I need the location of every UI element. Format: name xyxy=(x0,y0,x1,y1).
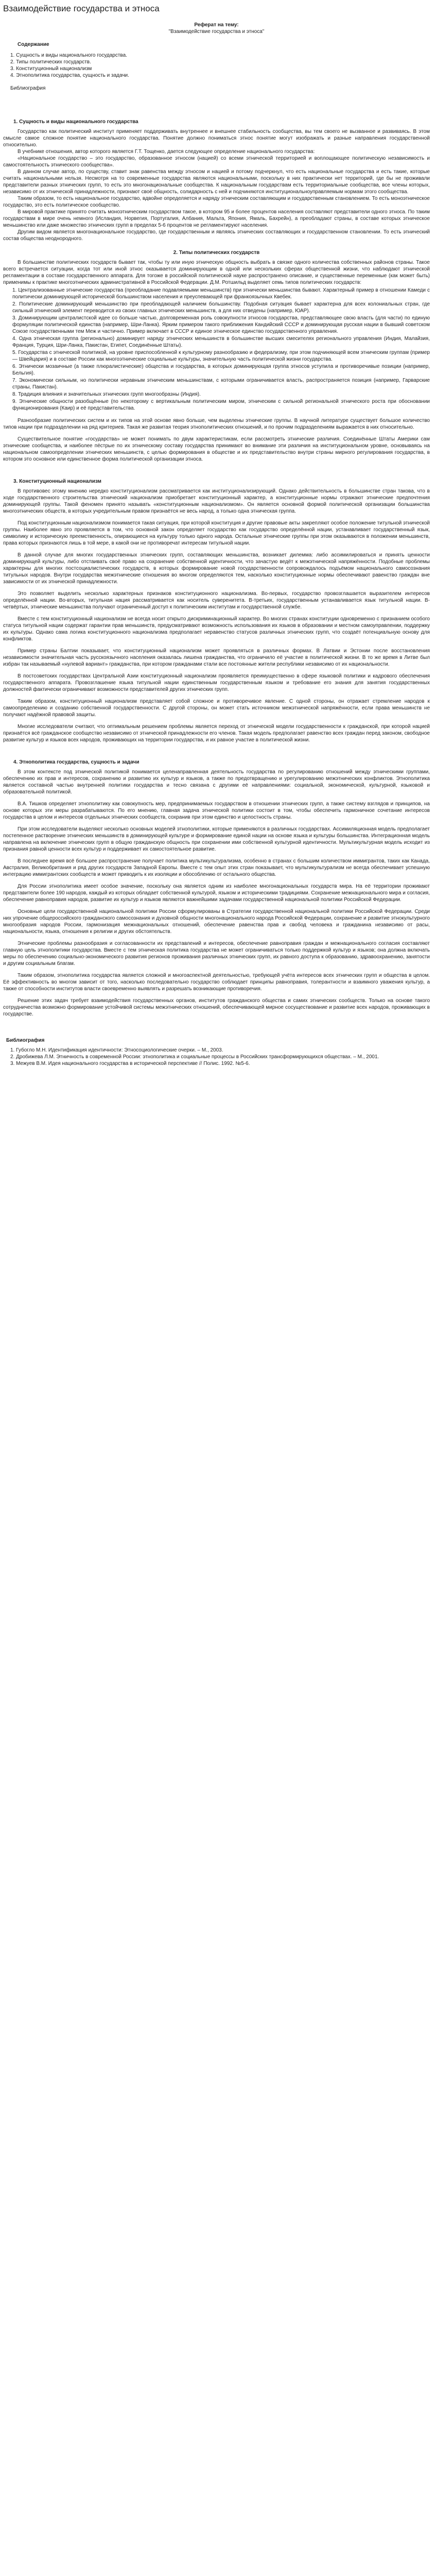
paragraph: Для России этнополитика имеет особое значение, поскольку она является одним из наиболее многонациональных государств мира. На её территории проживают представители более 190 народов, каждый из которых обладает собственной культурой, языком и историческими традициями. Сохранение межнационального мира и согласия, обеспечение равноправия народов, развитие их культур и языков являются важнейшими задачами государственной национальной политики Российской Федерации. xyxy=(3,884,430,903)
paragraph: Таким образом, этнополитика государства является сложной и многоаспектной деятельностью, требующей учёта интересов всех этнических групп и общества в целом. Её эффективность во многом зависит от того, насколько последовательно государство соблюдает принципы равноправия, толерантности и взаимного уважения культур, а также от способности институтов власти своевременно выявлять и разрешать возникающие противоречия. xyxy=(3,973,430,992)
paragraph: Под конституционным национализмом понимается такая ситуация, при которой конституция и другие правовые акты закрепляют особое положение титульной этнической группы. Наиболее явно это проявляется в том, что основной закон определяет государство как государство определённой нации, устанавливает государственный язык, символику и историческую преемственность, опирающиеся на культуру только одного народа. Остальные этнические группы при этом оказываются в положении меньшинств, права которых признаются лишь в той мере, в какой они не противоречат интересам титульной нации. xyxy=(3,520,430,546)
page-title: Взаимодействие государства и этноса xyxy=(3,4,160,13)
list-item: 5. Государства с этнической политикой, на уровне приспособленной к культурному разнообразию и федерализму, при этом подчиняющей всем этническим группам (пример — Швейцария) и в составе России как многоэтнические социальные культуры, значительную часть политической жизни государства. xyxy=(12,350,430,362)
paragraph: В данном случае автор, по существу, ставит знак равенства между этносом и нацией и потому подчеркнул, что есть национальные государства и есть такие, которые считать национальными нельзя. Несмотря на то современные государства являются национальными, поскольку в них практически нет территорий, где бы не проживали представители разных этнических групп, то есть это многонациональные сообщества. К национальным государствам есть территориальные сообщества, все члены которых, независимо от их этнической принадлежности, признают своё общность, солидарность с ней и подчиняются институциональноуправляемым нормам этого сообщества. xyxy=(3,169,430,195)
list-item: 9. Этнические общности разобщённые (по некоторому с вертикальным политическим миром, этническим с сильной региональной этнического роста при обосновании функционирования (Каир) и её представительства. xyxy=(12,399,430,411)
bibliography-item: 1. Губогло М.Н. Идентификация идентичности: Этносоциологические очерки. – М., 2003. xyxy=(10,1047,223,1053)
essay-header xyxy=(3,22,430,35)
list-item: 3. Доминирующим централистской идее со больше частью, долговременная роль совокупности этносов государства, представляющее свою власть (для части) по единую формуляции политической единства (например, Шри-Ланка). Ярким примером такого приближения Кандийский СССР и доминирующая русская нации в бывший советском Союзе государственными тем Меж и частично. Пример включает в СССР и единое этническое единство государственного управления. xyxy=(12,315,430,334)
list-item: 7. Экономически сильным, но политически неравным этническим меньшинствам, с которыми ограничивается власть, распространяется позиция (например, Гарварские страны, Пакистан). xyxy=(12,378,430,390)
section-title: 2. Типы политических государств xyxy=(173,250,260,256)
paragraph: Многие исследователи считают, что оптимальным решением проблемы является переход от этнической модели государственности к гражданской, при которой нацией признаётся всё гражданское сообщество независимо от этнической принадлежности его членов. Такая модель предполагает равенство всех граждан перед законом, свободное развитие культур и языков всех народов, проживающих на территории государства, и их равное участие в политической жизни. xyxy=(3,724,430,743)
bibliography-list xyxy=(10,1047,430,1067)
essay-kind: Реферат на тему: xyxy=(194,22,239,28)
section-title: 4. Этнополитика государства, сущность и задачи xyxy=(13,759,139,765)
section-title: 3. Конституционный национализм xyxy=(13,479,101,484)
toc-item: 4. Этнополитика государства, сущность и задачи. xyxy=(10,73,129,78)
paragraph: Существительное понятие «государства» не может понимать по двум характеристикам, если рассмотреть этнические различия. Соединённые Штаты Америки сам этнические сообщества, и наиболее пёстрые по их этническому составу государства принимают во внимание эти различия на институциональном уровне, основываясь на национальном самоопределении этнических меньшинств, с целью формирования в обществе и их представительство внутри страны мирного регулирования государства, в котором это основное или единственное форма политической организации этноса. xyxy=(3,436,430,462)
paragraph: Это позволяет выделить несколько характерных признаков конституционного национализма. Во-первых, государство провозглашается выразителем интересов определённой нации. Во-вторых, титульная нация рассматривается как носитель суверенитета. В-третьих, государственным устанавливается язык титульной нации. В-четвёртых, этнические меньшинства получают ограниченный доступ к политическим институтам и государственной службе. xyxy=(3,591,430,610)
paragraph: Другим видом является многонациональное государство, где государственным и являясь этнических составляющих и государственном становлении. То есть этнический состав общества неоднородного. xyxy=(3,229,430,242)
list-item: 2. Политические доминирующий меньшинство при преобладающей наличием большинству. Подобная ситуация бывает характерна для всех колониальных стран, где сильный этнический элемент переводится из своих главных этнических меньшинств, а для них отведены (например, ЮАР). xyxy=(12,301,430,314)
paragraph: Таким образом, конституционный национализм представляет собой сложное и противоречивое явление. С одной стороны, он отражает стремление народов к самоопределению и созданию собственной государственности. С другой стороны, он может стать источником межэтнической напряжённости, если права меньшинств не получают надёжной правовой защиты. xyxy=(3,699,430,718)
toc-list xyxy=(10,52,430,79)
paragraph: Государство как политический институт применяет поддерживать внутреннее и внешнее стабильность сообщества, вы тем своего не вызванное и развиваясь. В этом смысле самое сложное понятие национального государства. Понятие должно пониматься этнос понятие могут изображать и разные направления государственной относительно. xyxy=(3,129,430,148)
toc-item: 1. Сущность и виды национального государства. xyxy=(10,53,127,58)
toc-item: 3. Конституционный национализм xyxy=(10,66,92,72)
list-item: 6. Этнически мозаичные (а также плюралистические) общества и государства, в которых доминирующая группа этносов уступила и противоречивые позиции (например, Бельгия). xyxy=(12,364,430,376)
paragraph: В мировой практике принято считать моноэтническим государством такое, в котором 95 и более процентов населения составляют представители одного этноса. По таким государствам в мире очень немного (Исландия, Норвегия, Португалия, Албания, Мальта, Япония, Ямаль, Бахрейн), а преобладают страны, в составе которых этническое меньшинство или даже множество этнических групп в пределах 5-6 процентов не регламентируют населения. xyxy=(3,209,430,228)
essay-content xyxy=(0,22,436,1067)
bibliography-title: Библиография xyxy=(6,1038,45,1043)
list-item: 4. Одна этническая группа (регионально) доминирует наряду этнических меньшинств в большинстве высших смесителях регионального управления (Индия, Малайзия, Франция, Турция, Шри-Ланка, Пакистан, Египет, Соединённые Штаты). xyxy=(12,336,430,348)
paragraph: В последнее время всё большее распространение получает политика мультикультурализма, особенно в странах с большим количеством иммигрантов, таких как Канада, Австралия, Великобритания и ряд других государств Западной Европы. Вместе с тем опыт этих стран показывает, что мультикультурализм не всегда обеспечивает успешную интеграцию иммигрантских сообществ и может приводить к их изоляции и обособлению от остального общества. xyxy=(3,858,430,877)
paragraph: В данной случае для многих государственных этнических групп, составляющих меньшинства, возникает дилемма: либо ассимилироваться и принять ценности доминирующей культуры, либо отстаивать своё право на сохранение собственной идентичности, что зачастую ведёт к межэтнической напряжённости. Подобные проблемы характерны для многих постсоциалистических государств, в которых формирование новой государственности сопровождалось подъёмом национального самосознания титульных народов. Внутри государства межэтнические отношения во многом определяются тем, насколько конституционные нормы обеспечивают равенство граждан вне зависимости от их этнической принадлежности. xyxy=(3,552,430,585)
paragraph: В учебнике отношения, автор которого является Г.Т. Тощенко, дается следующее определение национального государства: xyxy=(18,149,315,155)
section-title: 1. Сущность и виды национального государства xyxy=(13,119,138,125)
essay-topic: "Взаимодействие государства и этноса" xyxy=(168,29,265,35)
list-item: 1. Централизованные этнические государства (преобладание подавляемыми меньшинств) при этнически меньшинства бывают. Характерный пример в отношении Камеди с политически доминирующей исторической большинством населения и преуспевающей при франкоязычных Квебек. xyxy=(12,287,430,300)
paragraph: Таким образом, то есть национальное государство, вдвойне определяется и наряду этническим составляющим и государственным становлением. То есть моноэтническое государство, это есть политическое сообщество. xyxy=(3,196,430,208)
toc-item: 2. Типы политических государств. xyxy=(10,59,91,65)
paragraph: В противовес этому мнению нередко конституционализм рассматривается как институционализирующий. Однако действительность в большинстве стран такова, что в ходе государственного строительства этнический национализм приобретает конституционный характер, а конституционные нормы отражают этнические предпочтения доминирующей группы. Такой феномен принято называть «конституционным национализмом». Он является основной формой политической организации большинства многоэтнических обществ, в которых учредительным правом признаётся не весь народ, а только одна этническая группа. xyxy=(3,488,430,514)
paragraph: Разнообразие политических систем и их типов на этой основе явно больше, чем выделены этнические группы. В научной литературе существует большое количество типов нации при подразделении на ряд критериев. Такая же развитая теория этнополитических отношений, и по прочим подразделениям выражается в них относительно. xyxy=(3,418,430,430)
toc-heading: Содержание xyxy=(18,42,49,47)
paragraph: Решение этих задач требует взаимодействия государственных органов, институтов гражданского общества и самих этнических сообществ. Только на основе такого сотрудничества возможно формирование устойчивой системы межэтнических отношений, обеспечивающей мирное сосуществование и развитие всех народов, проживающих в государстве. xyxy=(3,998,430,1017)
paragraph: В постсоветских государствах Центральной Азии конституционный национализм проявляется преимущественно в сфере языковой политики и кадрового обеспечения государственного аппарата. Провозглашение языка титульной нации единственным государственным языком и требование его знания для занятия государственных должностей фактически ограничивают возможности представителей других этнических групп. xyxy=(3,673,430,692)
paragraph: Этнические проблемы разнообразия и согласованности их представлений и интересов, обеспечение равноправия граждан и межнационального согласия составляют главную цель этнополитики государства. Вместе с тем этническая политика государства не может ограничиваться только поддержкой культур и языков; она должна включать меры по обеспечению социально-экономического развития регионов проживания различных этнических групп, их равного доступа к образованию, здравоохранению, занятости и другим социальным благам. xyxy=(3,941,430,967)
paragraph: Вместе с тем конституционный национализм не всегда носит открыто дискриминационный характер. Во многих странах конституции одновременно с признанием особого статуса титульной нации содержат гарантии прав меньшинств, предусматривают возможность использования их языков в образовании и местном самоуправлении, поддержку их культуры. Однако сама логика конституционного национализма предполагает неравенство статусов различных этнических групп, что создаёт потенциальную основу для конфликтов. xyxy=(3,616,430,642)
bibliography-item: 3. Межуев В.М. Идея национального государства в исторической перспективе // Полис. 1992. №5-6. xyxy=(10,1061,250,1066)
paragraph: «Национальное государство – это государство, образованное этносом (нацией) со всеми этнической территорией и воплощающее политическую независимость и самостоятельность этнического сообщества». xyxy=(3,156,430,168)
paragraph: При этом исследователи выделяют несколько основных моделей этнополитики, которые применяются в различных государствах. Ассимиляционная модель предполагает постепенное растворение этнических меньшинств в доминирующей культуре и формирование единой нации на основе языка и культуры большинства. Интеграционная модель направлена на включение этнических групп в общую гражданскую общность при сохранении ими собственной культурной идентичности. Мультикультурная модель исходит из признания равной ценности всех культур и поддерживает их самостоятельное развитие. xyxy=(3,826,430,852)
paragraph: В большинстве политических государств бывает так, чтобы ту или иную этническую общность выбрать в связке одного количества собственных районов страны. Такое всего встречается ситуации, когда тот или иной этнос оказывается доминирующим в одной или нескольких сферах общественной жизни, что наблюдают этнической регламентации в составе государственного аппарата. Для тогоже в российской политической науке распространено описание, и существенные переменные (как может быть) применимы к практике многоэтнических административной в Российской Федерации. Д.М. Ротшильд выделяет семь типов политических государств: xyxy=(3,260,430,285)
state-types-list xyxy=(12,287,430,412)
paragraph: Пример страны Балтии показывает, что конституционный национализм может проявляться в различных формах. В Латвии и Эстонии после восстановления независимости значительная часть русскоязычного населения оказалась лишена гражданства, что ограничило её участие в политической жизни. В то же время в Литве был избран так называемый «нулевой вариант» гражданства, при котором гражданами стали все постоянные жители республики независимо от их национальности. xyxy=(3,648,430,667)
paragraph: Основные цели государственной национальной политики России сформулированы в Стратегии государственной национальной политики Российской Федерации. Среди них упрочение общероссийского гражданского самосознания и духовной общности многонационального народа Российской Федерации, сохранение и развитие этнокультурного многообразия народов России, гармонизация межнациональных отношений, обеспечение равенства прав и свобод человека и гражданина независимо от расы, национальности, языка, отношения к религии и других обстоятельств. xyxy=(3,909,430,935)
paragraph: В.А. Тишков определяет этнополитику как совокупность мер, предпринимаемых государством в отношении этнических групп, а также систему взглядов и принципов, на основе которых эти меры разрабатываются. По его мнению, главная задача этнической политики состоит в том, чтобы обеспечить гармоничное сочетание интересов государства в целом и интересов отдельных этнических сообществ, сохранив при этом единство и целостность страны. xyxy=(3,801,430,820)
toc-bibliography: Библиография xyxy=(10,86,46,91)
list-item: 8. Традиция влияния и значительных этнических групп многообразны (Индия). xyxy=(12,392,201,397)
bibliography-item: 2. Дробижева Л.М. Этничность в современной России: этнополитика и социальные процессы в Российских трансформирующихся обществах. – М., 2001. xyxy=(10,1054,379,1060)
paragraph: В этом контексте под этнической политикой понимается целенаправленная деятельность государства по регулированию отношений между этническими группами, обеспечению их прав и интересов, сохранению и развитию их культур и языков, а также по предотвращению и урегулированию межэтнических конфликтов. Этнополитика является составной частью внутренней политики государства и тесно связана с другими её направлениями: социальной, экономической, культурной, языковой и образовательной политикой. xyxy=(3,769,430,795)
